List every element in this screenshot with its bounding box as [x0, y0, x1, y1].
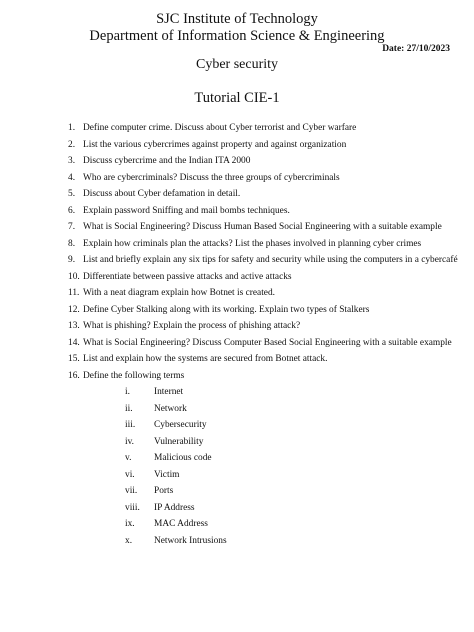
- terms-list: [83, 384, 458, 549]
- subject-title: Cyber security: [195, 57, 279, 72]
- term-text: Internet: [154, 387, 184, 397]
- question-number: 4.: [68, 172, 76, 183]
- question-item: [68, 219, 458, 236]
- term-number: i.: [125, 387, 130, 397]
- question-item: [68, 269, 458, 286]
- question-item: [68, 368, 458, 550]
- question-number: 10.: [68, 271, 80, 282]
- term-item: [83, 417, 458, 434]
- question-item: [68, 318, 458, 335]
- question-number: 13.: [68, 321, 80, 331]
- term-item: [83, 384, 458, 401]
- question-number: 7.: [68, 222, 76, 232]
- question-text: Define computer crime. Discuss about Cyber terrorist and Cyber warfare: [83, 123, 357, 133]
- question-number: 12.: [68, 304, 80, 315]
- term-number: viii.: [125, 502, 140, 513]
- department-name: Department of Information Science & Engineering: [89, 28, 385, 44]
- question-text: What is phishing? Explain the process of phishing attack?: [83, 321, 301, 331]
- question-item: [68, 186, 458, 203]
- term-item: [83, 401, 458, 418]
- question-number: 16.: [68, 370, 80, 381]
- question-list: [68, 120, 458, 549]
- question-number: 1.: [68, 123, 76, 133]
- question-number: 9.: [68, 255, 76, 265]
- question-number: 3.: [68, 156, 76, 166]
- question-text: What is Social Engineering? Discuss Computer Based Social Engineering with a suitable example: [83, 337, 452, 348]
- term-number: iv.: [125, 436, 135, 447]
- term-item: [83, 516, 458, 533]
- question-text: List the various cybercrimes against property and against organization: [83, 139, 347, 150]
- term-text: Cybersecurity: [154, 420, 207, 430]
- question-text: Define the following terms: [83, 370, 185, 381]
- question-text: Explain how criminals plan the attacks? List the phases involved in planning cyber crimes: [83, 238, 422, 249]
- term-number: v.: [125, 453, 132, 463]
- document-date: Date: 27/10/2023: [382, 44, 450, 54]
- question-text: Discuss cybercrime and the Indian ITA 2000: [83, 156, 251, 166]
- term-item: [83, 467, 458, 484]
- institute-name: SJC Institute of Technology: [156, 11, 318, 27]
- question-text: Differentiate between passive attacks and active attacks: [83, 271, 292, 282]
- question-text: What is Social Engineering? Discuss Human Based Social Engineering with a suitable example: [83, 222, 442, 232]
- term-number: vii.: [125, 486, 138, 496]
- question-item: [68, 285, 458, 302]
- question-number: 5.: [68, 189, 76, 199]
- term-item: [83, 434, 458, 451]
- question-item: [68, 170, 458, 187]
- question-item: [68, 252, 458, 269]
- question-number: 14.: [68, 337, 80, 348]
- question-number: 15.: [68, 354, 80, 364]
- term-number: vi.: [125, 469, 135, 480]
- question-item: [68, 335, 458, 352]
- term-text: Victim: [154, 469, 180, 480]
- term-text: Ports: [154, 486, 174, 496]
- question-number: 11.: [68, 288, 80, 298]
- question-item: [68, 153, 458, 170]
- question-item: [68, 120, 458, 137]
- term-text: Vulnerability: [154, 436, 204, 447]
- term-text: IP Address: [154, 502, 195, 513]
- term-text: Network Intrusions: [154, 535, 227, 546]
- term-item: [83, 533, 458, 550]
- term-number: iii.: [125, 420, 136, 430]
- term-item: [83, 450, 458, 467]
- question-number: 8.: [68, 238, 76, 249]
- term-number: ii.: [125, 403, 133, 414]
- tutorial-title: Tutorial CIE-1: [194, 90, 280, 106]
- question-text: Define Cyber Stalking along with its working. Explain two types of Stalkers: [83, 304, 370, 315]
- question-item: [68, 203, 458, 220]
- term-item: [83, 483, 458, 500]
- term-number: x.: [125, 535, 133, 546]
- question-text: Who are cybercriminals? Discuss the three groups of cybercriminals: [83, 172, 340, 183]
- question-text: With a neat diagram explain how Botnet is created.: [83, 288, 276, 298]
- question-item: [68, 137, 458, 154]
- term-number: ix.: [125, 519, 135, 529]
- question-item: [68, 302, 458, 319]
- question-item: [68, 351, 458, 368]
- term-text: Malicious code: [154, 453, 212, 463]
- question-number: 6.: [68, 205, 76, 216]
- question-text: Explain password Sniffing and mail bombs techniques.: [83, 205, 290, 216]
- question-text: Discuss about Cyber defamation in detail.: [83, 189, 241, 199]
- term-item: [83, 500, 458, 517]
- term-text: MAC Address: [154, 519, 208, 529]
- question-text: List and explain how the systems are secured from Botnet attack.: [83, 354, 328, 364]
- question-item: [68, 236, 458, 253]
- term-text: Network: [154, 403, 187, 414]
- question-text: List and briefly explain any six tips for safety and security while using the computers in a cybercafé: [83, 255, 458, 265]
- question-number: 2.: [68, 139, 76, 150]
